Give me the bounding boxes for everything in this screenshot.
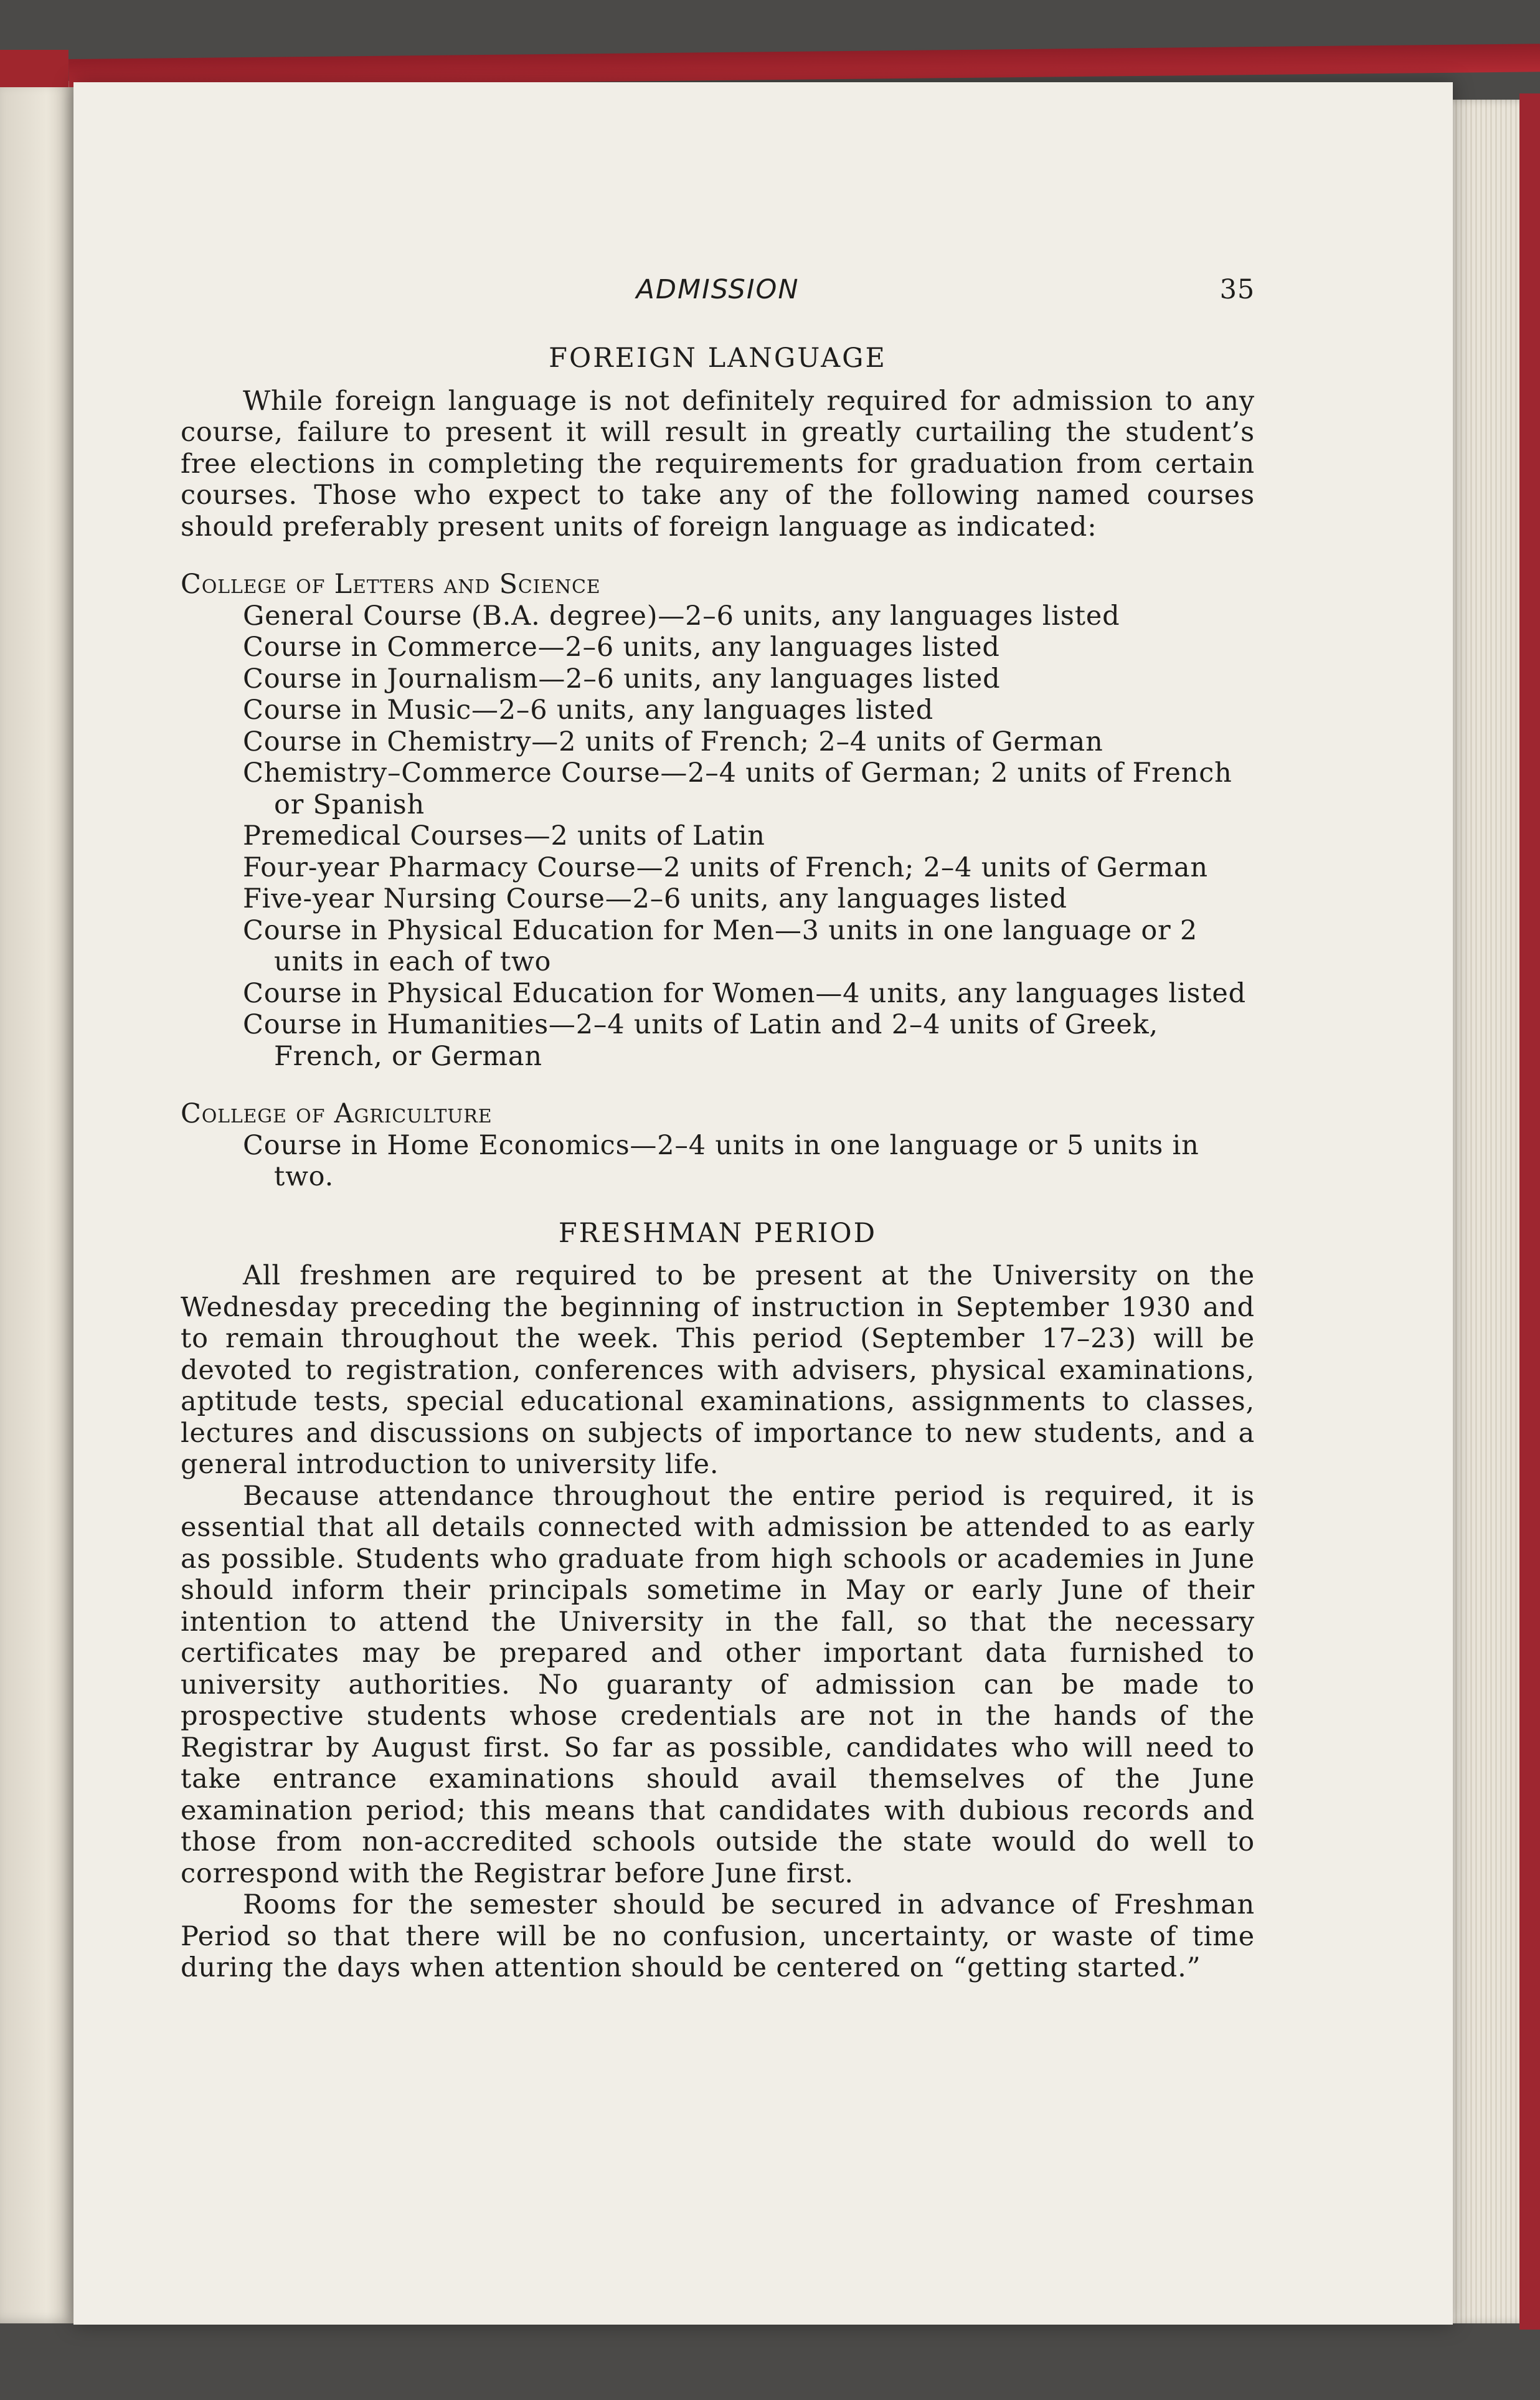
course-item: Five-year Nursing Course—2–6 units, any languages listed bbox=[243, 883, 1067, 914]
page-number: 35 bbox=[1219, 274, 1255, 305]
course-item: Course in Physical Education for Women—4 units, any languages listed bbox=[243, 977, 1246, 1009]
book-binding-top bbox=[68, 44, 1540, 87]
freshman-paragraph: All freshmen are required to be present at the University on the Wednesday preceding the beginning of instruction in September 1930 and to remain throughout the week. This period (September 17–23) will be devoted to registration, conferences with advisers, physical examinations, aptitude tests, special educational examinations, assignments to classes, lectures and discussions on subjects of importance to new students, and a general introduction to university life. bbox=[181, 1260, 1255, 1480]
course-item: Course in Physical Education for Men—3 units in one language or 2 units in each of two bbox=[243, 914, 1198, 977]
running-head bbox=[181, 274, 1255, 318]
foreign-language-intro: While foreign language is not definitely required for admission to any course, failure to present it will result in greatly curtailing the student’s free elections in completing the requirements for graduation from certain courses. Those who expect to take any of the following named courses should preferably present units of foreign language as indicated: bbox=[181, 385, 1255, 543]
section-heading-freshman-period: FRESHMAN PERIOD bbox=[558, 1217, 877, 1249]
course-item: Course in Music—2–6 units, any languages listed bbox=[243, 695, 934, 726]
book-binding bbox=[0, 50, 68, 87]
book-binding-right bbox=[1519, 93, 1540, 2330]
course-item: Chemistry–Commerce Course—2–4 units of German; 2 units of French or Spanish bbox=[243, 757, 1232, 820]
course-item: Four-year Pharmacy Course—2 units of French; 2–4 units of German bbox=[243, 851, 1208, 883]
college-heading: College of Agriculture bbox=[181, 1098, 493, 1129]
course-item: Course in Humanities—2–4 units of Latin and 2–4 units of Greek, French, or German bbox=[243, 1009, 1158, 1072]
running-title: ADMISSION bbox=[636, 274, 800, 305]
course-item: Course in Journalism—2–6 units, any languages listed bbox=[243, 663, 1001, 695]
freshman-paragraph: Because attendance throughout the entire period is required, it is essential that all details connected with admission be attended to as early as possible. Students who graduate from high schools or academies in June should inform their principals sometime in May or early June of their intention to attend the University in the fall, so that the necessary certificates may be prepared and other important data furnished to university authorities. No guaranty of admission can be made to prospective students whose credentials are not in the hands of the Registrar by August first. So far as possible, candidates who will need to take entrance examinations should avail themselves of the June examination period; this means that candidates with dubious records and those from non-accredited schools outside the state would do well to correspond with the Registrar before June first. bbox=[181, 1480, 1255, 1889]
course-item: Course in Commerce—2–6 units, any languages listed bbox=[243, 632, 1000, 663]
facing-page-edge bbox=[0, 81, 78, 2323]
freshman-paragraph: Rooms for the semester should be secured in advance of Freshman Period so that there will be no confusion, uncertainty, or waste of time during the days when attention should be centered on “getting started.” bbox=[181, 1889, 1255, 1983]
course-item: Course in Chemistry—2 units of French; 2–4 units of German bbox=[243, 726, 1103, 757]
course-item: Course in Home Economics—2–4 units in one language or 5 units in two. bbox=[243, 1129, 1199, 1192]
course-item: General Course (B.A. degree)—2–6 units, any languages listed bbox=[243, 600, 1120, 632]
page-content bbox=[181, 274, 1255, 1984]
college-heading: College of Letters and Science bbox=[181, 569, 601, 600]
section-heading-foreign-language: FOREIGN LANGUAGE bbox=[549, 343, 887, 374]
course-item: Premedical Courses—2 units of Latin bbox=[243, 820, 765, 851]
